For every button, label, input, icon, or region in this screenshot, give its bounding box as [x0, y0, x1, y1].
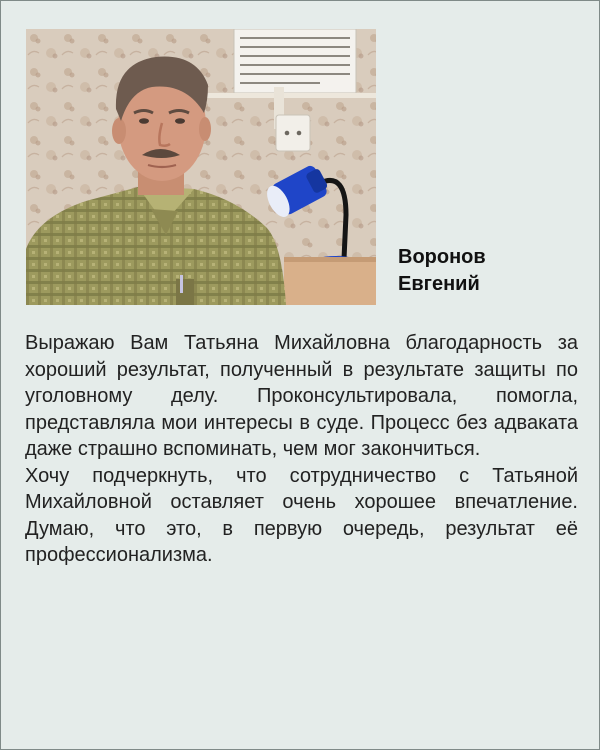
testimonial-text [25, 330, 578, 569]
person-first-name: Евгений [398, 273, 480, 295]
wall-socket [276, 115, 310, 151]
testimonial-paragraph-2: Хочу подчеркнуть, что сотрудничество с Татьяной Михайловной оставляет очень хорошее впечатление. Думаю, что это, в первую очередь, результат её профессионализма. [25, 464, 578, 566]
person-name [398, 244, 588, 298]
wall-calendar [234, 29, 356, 93]
testimonial-paragraph-1: Выражаю Вам Татьяна Михайловна благодарность за хороший результат, полученный в результате защиты по уголовному делу. Проконсультировала, помогла, представляла мои интересы в суде. Процесс без адваката даже страшно вспоминать, чем мог закончиться. [25, 332, 578, 460]
portrait-photo [26, 29, 376, 305]
photo-illustration [26, 29, 376, 305]
person-surname: Воронов [398, 246, 486, 268]
